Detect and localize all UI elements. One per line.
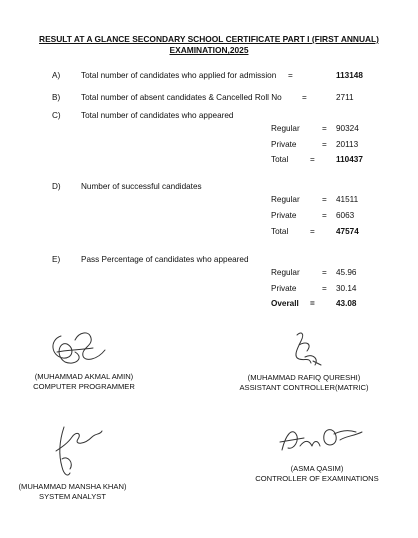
section-c-private-equals: =	[322, 140, 327, 149]
signatory-2-role: ASSISTANT CONTROLLER(MATRIC)	[239, 383, 369, 392]
section-d-regular-value: 41511	[336, 195, 359, 204]
signature-asma-qasim	[276, 420, 368, 460]
section-b-letter: B)	[52, 93, 61, 102]
signatory-1-name: (MUHAMMAD AKMAL AMIN)	[34, 372, 134, 381]
section-c-total-value: 110437	[336, 155, 363, 164]
section-c-letter: C)	[52, 111, 61, 120]
document-title-line2: EXAMINATION,2025	[169, 45, 249, 55]
signatory-3-name: (MUHAMMAD MANSHA KHAN)	[18, 482, 127, 491]
section-d-total-value: 47574	[336, 227, 359, 236]
section-a-letter: A)	[52, 71, 61, 80]
section-d-private-label: Private	[271, 211, 297, 220]
section-e-overall-value: 43.08	[336, 299, 357, 308]
signatory-3-role: SYSTEM ANALYST	[39, 492, 106, 501]
section-b-value: 2711	[336, 93, 354, 102]
signature-akmal-amin	[45, 326, 120, 371]
section-d-total-equals: =	[310, 227, 315, 236]
section-c-label: Total number of candidates who appeared	[81, 111, 234, 120]
section-d-label: Number of successful candidates	[81, 182, 202, 191]
section-d-letter: D)	[52, 182, 61, 191]
section-e-overall-label: Overall	[271, 299, 299, 308]
section-e-private-label: Private	[271, 284, 297, 293]
signature-rafiq-qureshi	[283, 327, 328, 372]
section-c-regular-label: Regular	[271, 124, 300, 133]
section-e-private-equals: =	[322, 284, 327, 293]
signatory-4-role: CONTROLLER OF EXAMINATIONS	[255, 474, 379, 483]
section-c-private-label: Private	[271, 140, 297, 149]
section-e-label: Pass Percentage of candidates who appeared	[81, 255, 249, 264]
signatory-1-role: COMPUTER PROGRAMMER	[33, 382, 135, 391]
section-c-regular-value: 90324	[336, 124, 359, 133]
section-c-total-label: Total	[271, 155, 289, 164]
section-c-total-equals: =	[310, 155, 315, 164]
section-e-private-value: 30.14	[336, 284, 357, 293]
section-a-equals: =	[288, 71, 293, 80]
section-e-letter: E)	[52, 255, 61, 264]
signatory-4-name: (ASMA QASIM)	[290, 464, 344, 473]
signature-mansha-khan	[48, 423, 108, 483]
section-d-total-label: Total	[271, 227, 289, 236]
section-d-private-value: 6063	[336, 211, 355, 220]
section-e-overall-equals: =	[310, 299, 315, 308]
section-a-label: Total number of candidates who applied for admission	[81, 71, 277, 80]
section-d-regular-equals: =	[322, 195, 327, 204]
section-e-regular-value: 45.96	[336, 268, 357, 277]
section-c-private-value: 20113	[336, 140, 359, 149]
document-title-line1: RESULT AT A GLANCE SECONDARY SCHOOL CERTIFICATE PART I (FIRST ANNUAL)	[39, 34, 379, 44]
section-d-regular-label: Regular	[271, 195, 300, 204]
section-d-private-equals: =	[322, 211, 327, 220]
signatory-2-name: (MUHAMMAD RAFIQ QURESHI)	[247, 373, 361, 382]
section-e-regular-equals: =	[322, 268, 327, 277]
section-a-value: 113148	[336, 71, 363, 80]
section-e-regular-label: Regular	[271, 268, 300, 277]
section-c-regular-equals: =	[322, 124, 327, 133]
section-b-label: Total number of absent candidates & Cancelled Roll No	[81, 93, 282, 102]
section-b-equals: =	[302, 93, 307, 102]
